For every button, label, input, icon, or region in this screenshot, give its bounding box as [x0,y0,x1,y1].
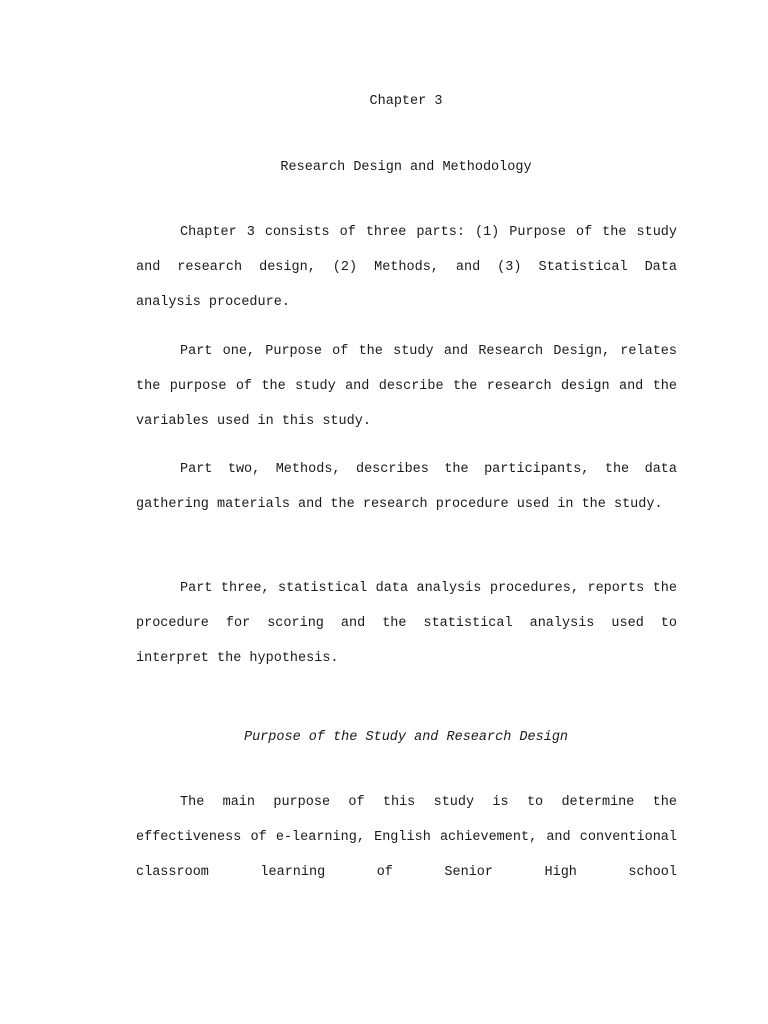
paragraph-part-two: Part two, Methods, describes the participants, the data gathering materials and the research procedure used in the study. [136,462,677,512]
section-heading: Purpose of the Study and Research Design [243,730,569,745]
paragraph-part-three: Part three, statistical data analysis procedures, reports the procedure for scoring and the statistical analysis used to interpret the hypothesis. [136,581,677,666]
paragraph-purpose: The main purpose of this study is to determine the effectiveness of e-learning, English achievement, and conventional classroom learning of Senior High school [136,795,677,880]
paragraph-overview: Chapter 3 consists of three parts: (1) Purpose of the study and research design, (2) Methods, and (3) Statistical Data analysis procedure. [136,225,677,310]
page-title: Research Design and Methodology [280,160,532,175]
chapter-title: Chapter 3 [369,94,443,109]
paragraph-part-one: Part one, Purpose of the study and Research Design, relates the purpose of the study and describe the research design and the variables used in this study. [136,344,677,429]
